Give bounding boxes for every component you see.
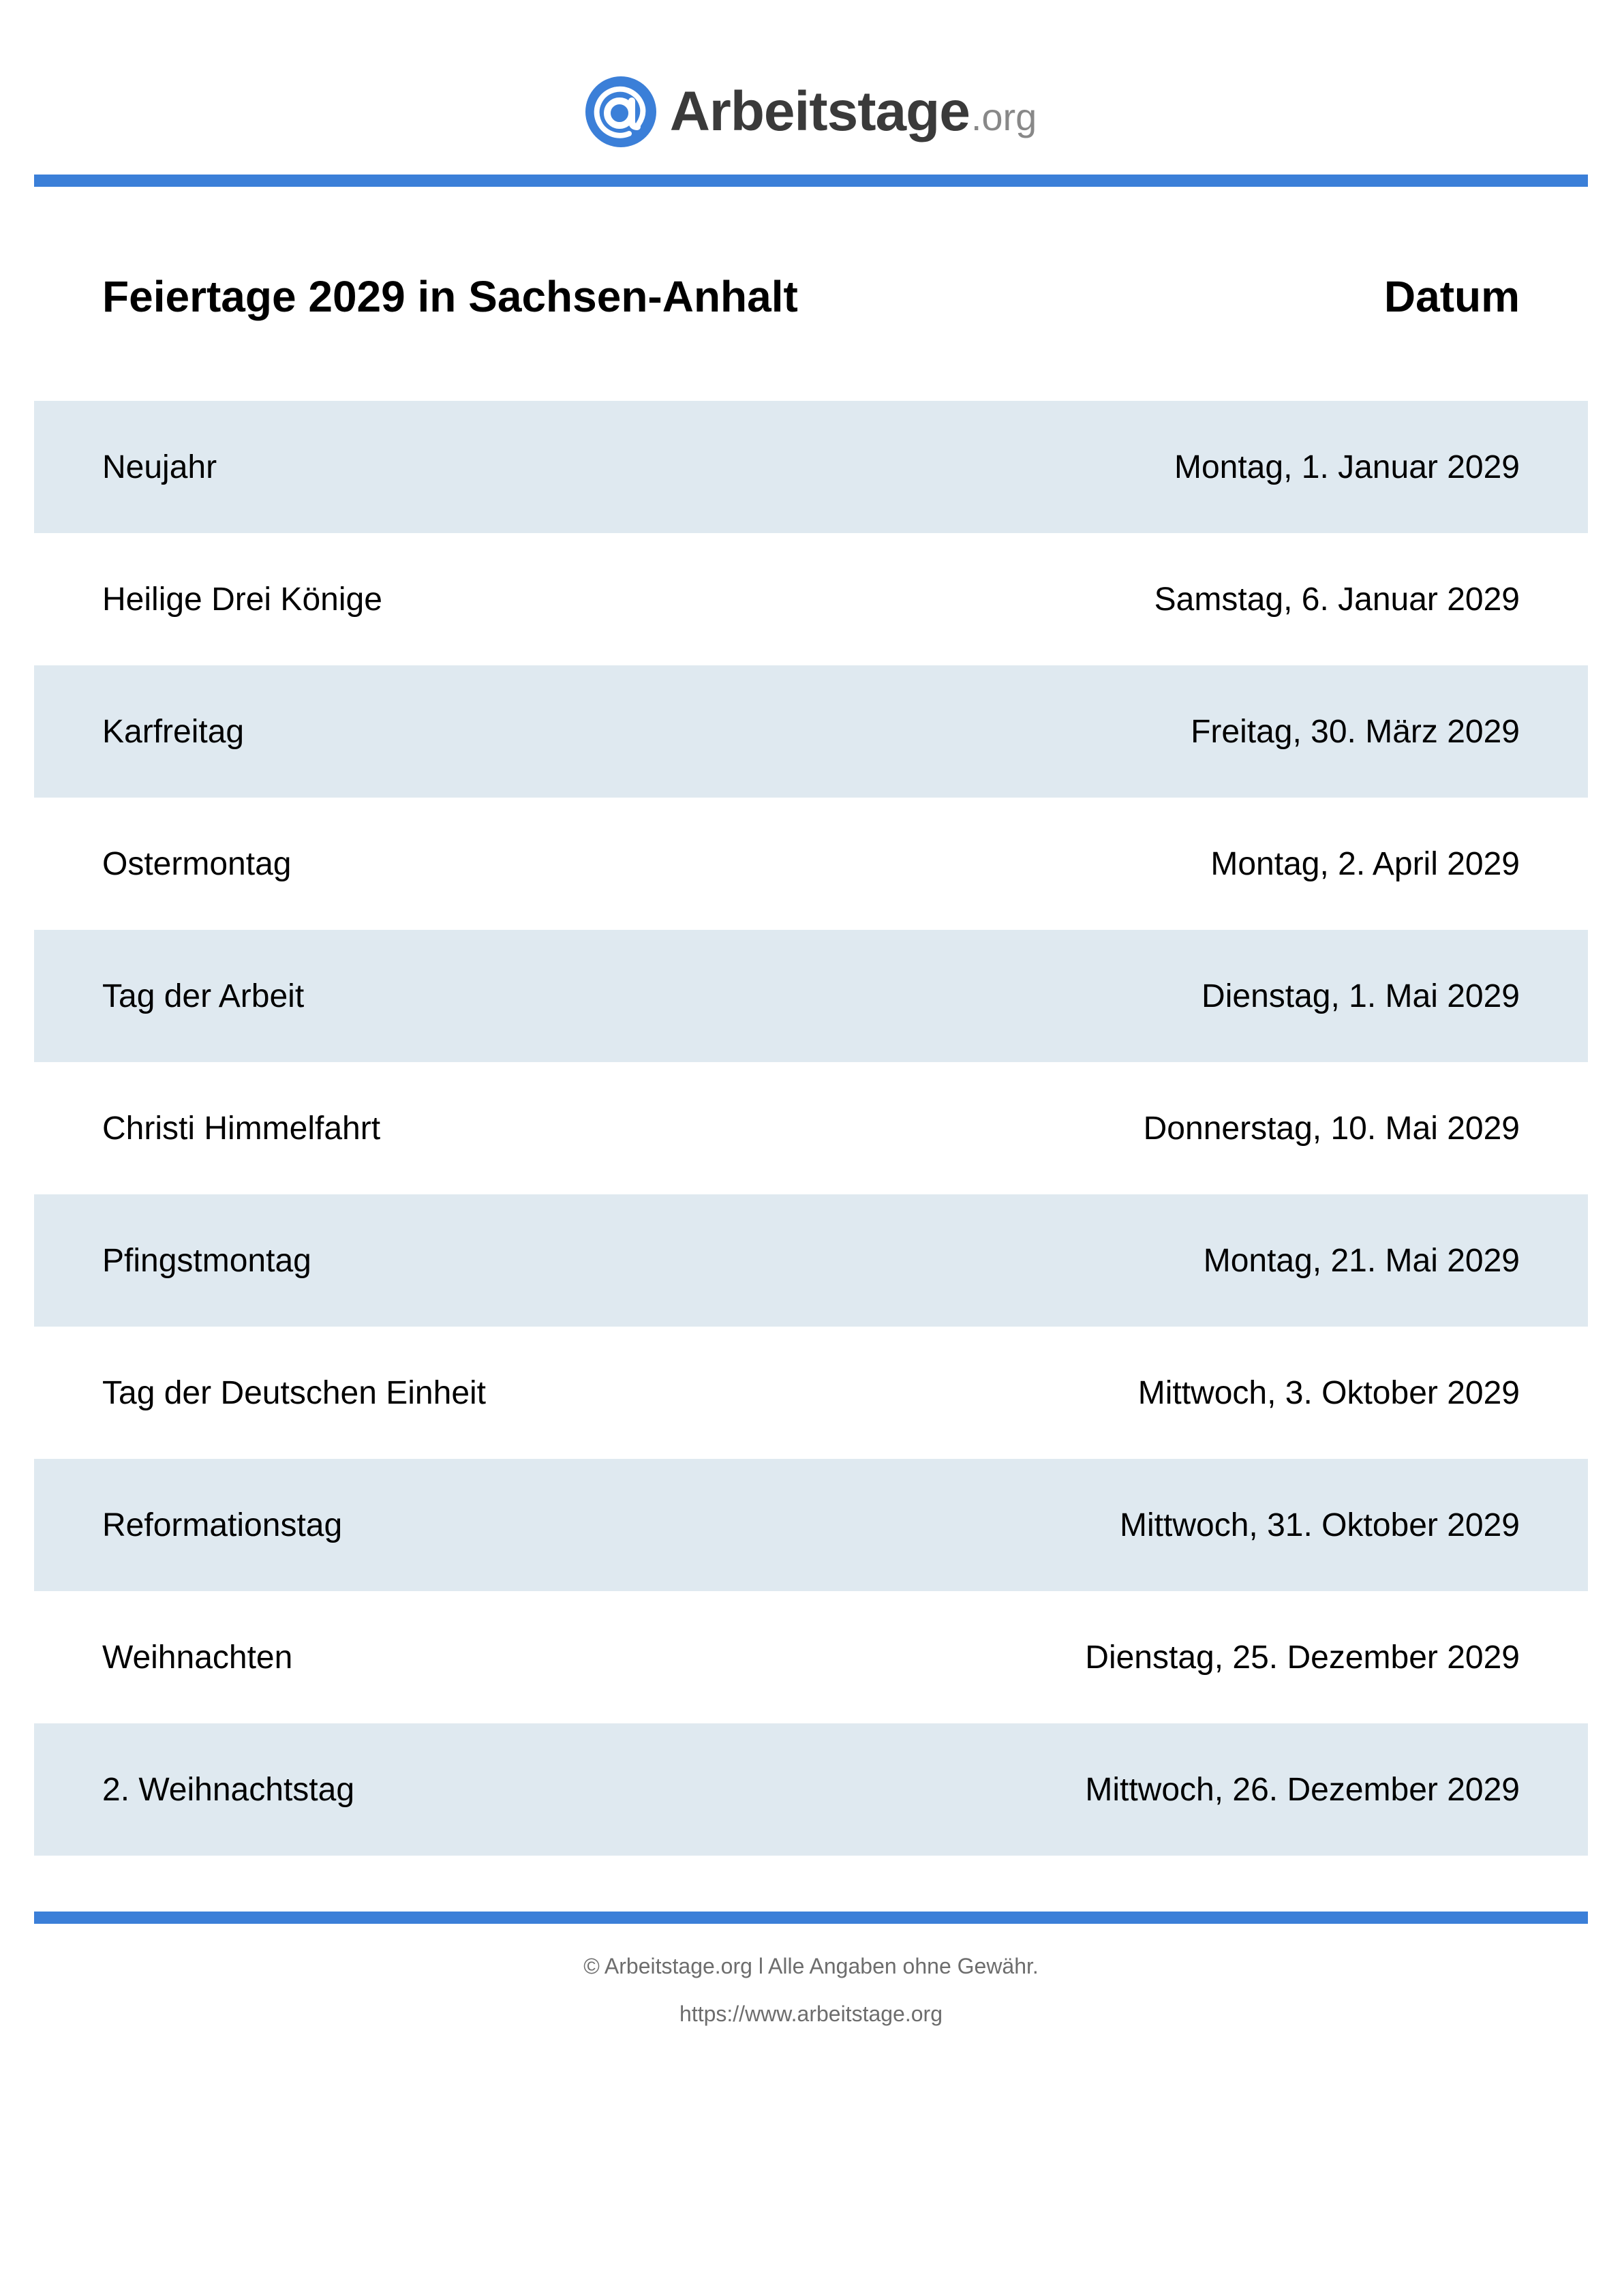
table-row	[34, 1723, 1588, 1856]
holiday-name: 2. Weihnachtstag	[102, 1771, 355, 1808]
table-row	[34, 1327, 1588, 1459]
holiday-table	[34, 401, 1588, 1856]
footer-url[interactable]: https://www.arbeitstage.org	[679, 2002, 943, 2026]
table-title: Feiertage 2029 in Sachsen-Anhalt	[102, 272, 798, 321]
holiday-name: Pfingstmontag	[102, 1242, 311, 1279]
holiday-name: Weihnachten	[102, 1639, 293, 1676]
logo-tld: .org	[970, 95, 1037, 138]
table-row	[34, 1194, 1588, 1327]
at-sign-icon	[585, 76, 656, 147]
table-row	[34, 798, 1588, 930]
site-logo	[0, 71, 1622, 153]
holiday-name: Tag der Deutschen Einheit	[102, 1374, 487, 1411]
holiday-date: Donnerstag, 10. Mai 2029	[1143, 1110, 1520, 1147]
table-row	[34, 665, 1588, 798]
holiday-date: Mittwoch, 3. Oktober 2029	[1137, 1374, 1520, 1411]
holiday-name: Christi Himmelfahrt	[102, 1110, 381, 1147]
date-column-header: Datum	[1383, 272, 1520, 321]
holiday-date: Dienstag, 1. Mai 2029	[1202, 978, 1520, 1014]
table-row	[34, 930, 1588, 1062]
holiday-name: Tag der Arbeit	[102, 978, 305, 1014]
holiday-date: Montag, 1. Januar 2029	[1174, 449, 1520, 485]
logo-name: Arbeitstage	[669, 80, 970, 142]
footer-divider	[34, 1912, 1588, 1924]
holiday-date: Dienstag, 25. Dezember 2029	[1085, 1639, 1520, 1676]
logo-wordmark	[669, 80, 1037, 142]
table-row	[34, 401, 1588, 533]
holiday-date: Mittwoch, 26. Dezember 2029	[1085, 1771, 1520, 1808]
table-row	[34, 1591, 1588, 1723]
table-row	[34, 1062, 1588, 1194]
holiday-date: Mittwoch, 31. Oktober 2029	[1120, 1507, 1520, 1543]
holiday-date: Montag, 21. Mai 2029	[1203, 1242, 1520, 1279]
holiday-name: Karfreitag	[102, 713, 245, 750]
holiday-name: Ostermontag	[102, 845, 292, 882]
holiday-date: Montag, 2. April 2029	[1210, 845, 1520, 882]
table-row	[34, 1459, 1588, 1591]
holiday-date: Freitag, 30. März 2029	[1191, 713, 1520, 750]
holiday-name: Heilige Drei Könige	[102, 581, 382, 618]
holiday-name: Neujahr	[102, 449, 217, 485]
table-row	[34, 533, 1588, 665]
holiday-name: Reformationstag	[102, 1507, 343, 1543]
footer-copyright: © Arbeitstage.org l Alle Angaben ohne Gewähr.	[583, 1954, 1039, 1978]
table-header	[102, 266, 1520, 327]
holiday-date: Samstag, 6. Januar 2029	[1154, 581, 1520, 618]
header-divider	[34, 175, 1588, 187]
